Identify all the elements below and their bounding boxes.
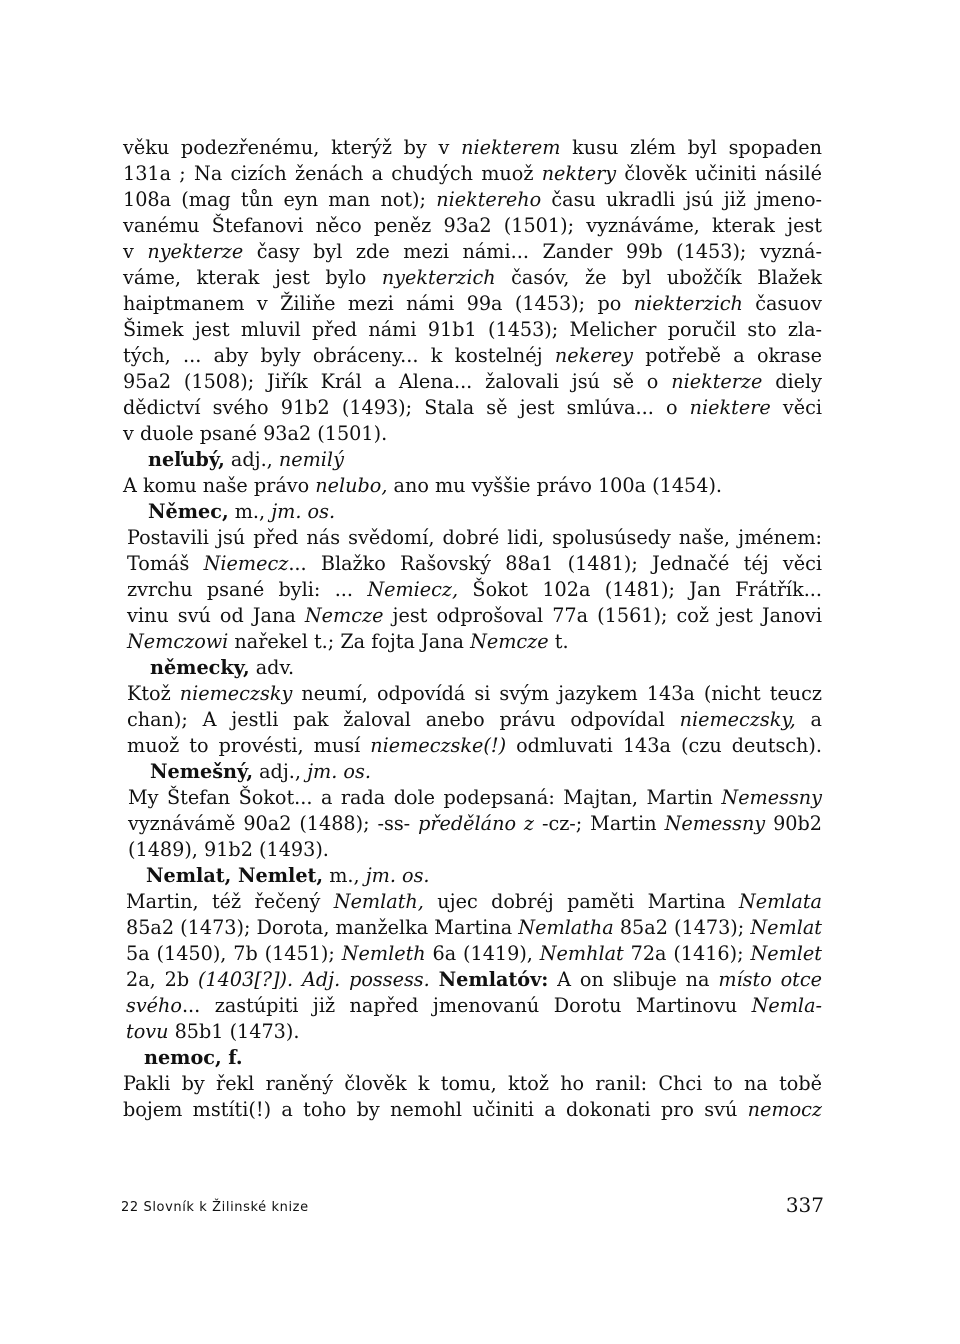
italic-term: niekterzich [633, 292, 743, 315]
text-line [123, 395, 822, 421]
italic-term: Nemcze [470, 630, 549, 653]
text-segment: chan); A jestli pak žaloval anebo právu odpovídal [127, 708, 680, 731]
text-segment: Šokot 102a (1481); Jan Frátřík... [458, 578, 822, 601]
italic-term: niemeczsky [179, 682, 293, 705]
italic-term: tovu [126, 1020, 169, 1043]
text-segment: A komu naše právo [123, 474, 316, 497]
text-line [127, 707, 822, 733]
text-segment: 6a (1419), [425, 942, 540, 965]
entry-headword: Nemešný, [150, 760, 254, 783]
italic-term: niekterze [671, 370, 763, 393]
text-segment: váme, kterak jest bylo [123, 266, 382, 289]
text-line [127, 681, 822, 707]
text-line [150, 655, 920, 681]
text-segment: 85a2 (1473); [613, 916, 751, 939]
italic-term: Nemhlat [539, 942, 624, 965]
text-segment: bojem mstíti(!) a toho by nemohl učiniti a dokonati pro svú [123, 1098, 748, 1121]
text-segment: ... Blažko Rašovský 88a1 (1481); Jednačé téj věci [288, 552, 822, 575]
italic-term: (1403[?]). Adj. possess. [197, 968, 430, 991]
text-segment: 131a ; Na cizích ženách a chudých muož [123, 162, 542, 185]
italic-term: jm. os. [365, 864, 430, 887]
italic-term: niektereho [436, 188, 542, 211]
text-line [127, 733, 822, 759]
italic-term: jm. os. [307, 760, 371, 783]
text-segment: věci [770, 396, 822, 419]
entry-headword: neľubý, [148, 448, 225, 471]
italic-term: nyekterzich [381, 266, 496, 289]
text-segment: haiptmanem v Žiliňe mezi námi 99a (1453); po [123, 292, 634, 315]
text-segment: vanému Štefanovi něco peněz 93a2 (1501); vyznáváme, kterak jest [123, 214, 822, 237]
italic-term: Nemcze [304, 604, 384, 627]
text-segment: adj., [224, 448, 279, 471]
text-segment: ano mu vyššie právo 100a (1454). [387, 474, 723, 497]
text-segment: 85a2 (1473); Dorota, manželka Martina [126, 916, 519, 939]
text-line [123, 239, 822, 265]
text-line [126, 889, 822, 915]
text-segment: 85b1 (1473). [168, 1020, 300, 1043]
text-segment: vyznávámě 90a2 (1488); -ss- [128, 812, 419, 835]
italic-term: Nemlata [738, 890, 822, 913]
text-segment: diely [762, 370, 823, 393]
italic-term: nyekterze [147, 240, 244, 263]
text-segment: zvrchu psané byli: ... [127, 578, 368, 601]
text-segment: My Štefan Šokot... a rada dole podepsaná: Majtan, Martin [128, 786, 722, 809]
text-line [126, 967, 822, 993]
italic-term: niemeczsky, [679, 708, 796, 731]
text-line [123, 317, 822, 343]
text-line [148, 499, 920, 525]
text-segment: 90b2 [765, 812, 822, 835]
text-line [127, 525, 822, 551]
text-line [123, 265, 822, 291]
text-line [123, 1097, 822, 1123]
italic-term: Nemessny [721, 786, 822, 809]
italic-term: nemilý [278, 448, 344, 471]
text-segment: odmluvati 143a (czu deutsch). [506, 734, 822, 757]
text-line [150, 759, 920, 785]
italic-term: nelubo, [315, 474, 388, 497]
italic-term: Nemlat [750, 916, 823, 939]
text-segment: a [795, 708, 822, 731]
text-line [123, 213, 822, 239]
text-line [146, 863, 920, 889]
text-line [126, 1019, 920, 1045]
italic-term: Nemla- [751, 994, 822, 1017]
text-segment: v duole psané 93a2 (1501). [123, 422, 388, 445]
text-line [128, 785, 822, 811]
text-segment: Šimek jest mluvil před námi 91b1 (1453); Melicher poručil sto zla- [123, 318, 822, 341]
italic-term: niekterem [461, 136, 561, 159]
text-segment: Postavili jsú před nás svědomí, dobré lidi, spolusúsedy naše, jménem: [127, 526, 822, 549]
text-segment: (1489), 91b2 (1493). [128, 838, 329, 861]
text-line [123, 291, 822, 317]
text-line [127, 577, 822, 603]
italic-term: místo otce [718, 968, 822, 991]
text-segment: adj., [253, 760, 308, 783]
italic-term: Nemlatha [518, 916, 614, 939]
text-line [127, 629, 920, 655]
footer-signature: 22 Slovník k Žilinské knize [121, 1200, 309, 1215]
text-line [123, 421, 920, 447]
italic-term: Nemlath, [333, 890, 424, 913]
text-segment: adv. [249, 656, 295, 679]
italic-term: Niemecz [203, 552, 289, 575]
italic-term: Nemessny [664, 812, 766, 835]
text-segment: 72a (1416); [623, 942, 751, 965]
text-line [123, 135, 822, 161]
text-segment: m., [323, 864, 366, 887]
text-segment: Tomáš [127, 552, 204, 575]
text-line [128, 837, 920, 863]
italic-term: Nemleth [341, 942, 426, 965]
text-segment: potřebě a okrase [632, 344, 822, 367]
text-segment: v [123, 240, 148, 263]
text-segment: 108a (mag tůn eyn man not); [123, 188, 437, 211]
text-segment: vinu svú od Jana [127, 604, 305, 627]
text-line [123, 187, 822, 213]
text-line [126, 941, 822, 967]
text-segment: člověk učiniti násilé [616, 162, 822, 185]
text-line [126, 915, 822, 941]
page-number: 337 [785, 1193, 824, 1217]
text-line [123, 473, 920, 499]
text-segment: 5a (1450), 7b (1451); [126, 942, 342, 965]
text-segment: dědictví svého 91b2 (1493); Stala sě jest smlúva... o [123, 396, 690, 419]
italic-term: jm. os. [271, 500, 336, 523]
entry-headword: německy, [150, 656, 250, 679]
text-segment: kusu zlém byl spopaden [560, 136, 822, 159]
italic-term: svého [126, 994, 182, 1017]
entry-headword: nemoc, f. [144, 1046, 243, 1069]
italic-term: niektere [689, 396, 771, 419]
text-segment: věku podezřenému, kterýž by v [123, 136, 462, 159]
text-segment: času ukradli jsú již jmeno- [541, 188, 822, 211]
text-line [123, 161, 822, 187]
text-segment: časy byl zde mezi námi... Zander 99b (1453); vyzná- [243, 240, 822, 263]
text-segment: tých, ... aby byly obráceny... k kostelnéj [123, 344, 555, 367]
text-line [127, 551, 822, 577]
entry-headword: Nemlat, Nemlet, [146, 864, 324, 887]
italic-term: Nemczowi [127, 630, 229, 653]
text-segment: Ktož [127, 682, 180, 705]
text-segment: m., [228, 500, 272, 523]
italic-term: nekerey [554, 344, 633, 367]
text-segment: ... zastúpiti již napřed jmenovanú Dorotu Martinovu [181, 994, 752, 1017]
text-segment: muož to provésti, musí [127, 734, 371, 757]
text-segment: časuov [742, 292, 822, 315]
text-line [123, 1071, 822, 1097]
text-line [128, 811, 822, 837]
text-segment: A on slibuje na [548, 968, 719, 991]
text-segment: jest odprošoval 77a (1561); což jest Janovi [383, 604, 822, 627]
entry-headword: Nemlatóv: [438, 968, 549, 991]
italic-term: nemocz [747, 1098, 822, 1121]
text-segment [430, 968, 439, 991]
italic-term: nektery [541, 162, 617, 185]
italic-term: předěláno z [418, 812, 535, 835]
text-segment: časóv, že byl ubožčík Blažek [495, 266, 822, 289]
text-segment: t. [548, 630, 569, 653]
text-line [148, 447, 920, 473]
italic-term: Nemiecz, [367, 578, 459, 601]
text-line [144, 1045, 920, 1071]
text-segment: 95a2 (1508); Jiřík Král a Alena... žalovali jsú sě o [123, 370, 672, 393]
text-segment: Martin, též řečený [126, 890, 334, 913]
italic-term: Nemlet [750, 942, 822, 965]
text-segment: 2a, 2b [126, 968, 198, 991]
text-segment: Pakli by řekl raněný člověk k tomu, ktož ho ranil: Chci to na tobě [123, 1072, 822, 1095]
text-segment: ujec dobréj paměti Martina [423, 890, 739, 913]
text-segment: neumí, odpovídá si svým jazykem 143a (nicht teucz [292, 682, 822, 705]
text-line [123, 343, 822, 369]
text-segment: -cz-; Martin [534, 812, 665, 835]
text-line [126, 993, 822, 1019]
text-line [123, 369, 822, 395]
text-segment: nařekel t.; Za fojta Jana [228, 630, 471, 653]
italic-term: niemeczske(!) [370, 734, 507, 757]
text-line [127, 603, 822, 629]
entry-headword: Němec, [148, 500, 229, 523]
